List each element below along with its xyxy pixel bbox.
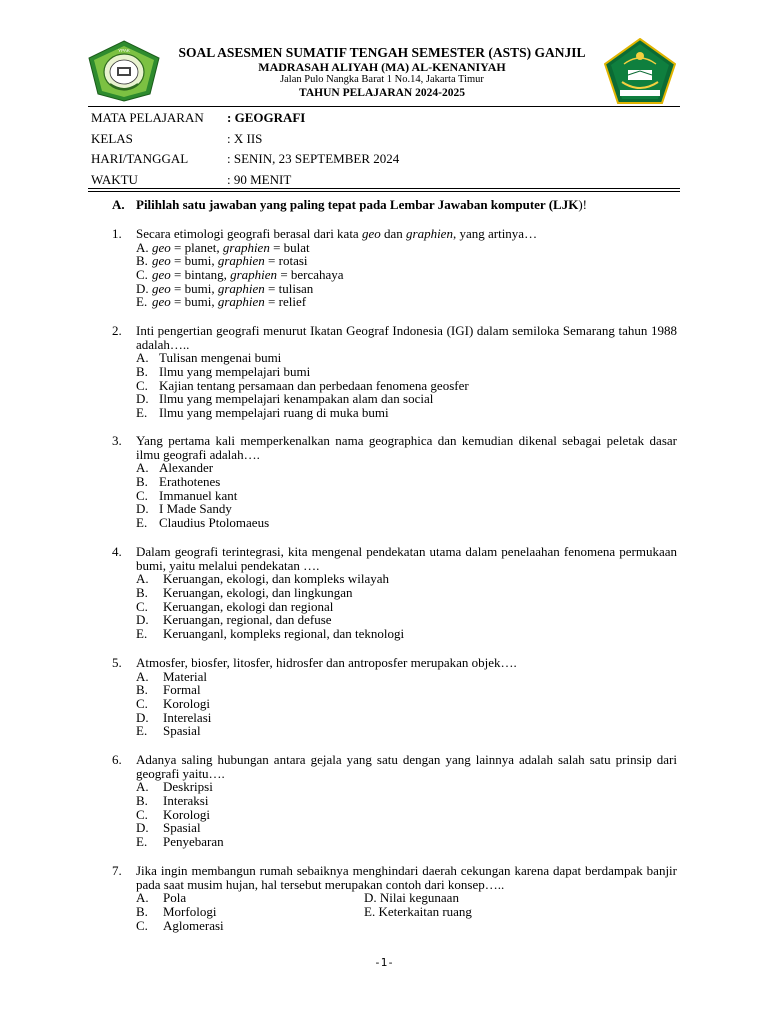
option: E. geo = bumi, graphien = relief — [136, 294, 307, 310]
option: A. geo = planet, graphien = bulat — [136, 239, 310, 255]
option-row — [136, 891, 677, 905]
option: B. Ilmu yang mempelajari bumi — [136, 364, 311, 380]
question-number: 3. — [112, 433, 122, 448]
school-address: Jalan Pulo Nangka Barat 1 No.14, Jakarta Timur — [280, 74, 484, 85]
school-name: MADRASAH ALIYAH (MA) AL-KENANIYAH — [258, 60, 506, 74]
question-number: 6. — [112, 752, 122, 767]
info-divider-double — [88, 191, 680, 192]
option: D. Interelasi — [136, 709, 212, 725]
info-label: KELAS — [91, 131, 133, 146]
question-number: 4. — [112, 544, 122, 559]
exam-header — [0, 0, 768, 108]
school-crest-logo — [88, 40, 160, 102]
question-number: 1. — [112, 226, 122, 241]
info-row-class — [91, 130, 681, 148]
info-label: HARI/TANGGAL — [91, 151, 189, 166]
info-label: MATA PELAJARAN — [91, 110, 204, 125]
info-row-time — [91, 171, 681, 189]
option: D. Spasial — [136, 820, 201, 836]
info-value: : 90 MENIT — [227, 172, 292, 187]
option: D. Nilai kegunaan — [364, 890, 459, 906]
exam-title: SOAL ASESMEN SUMATIF TENGAH SEMESTER (ASTS) GANJIL — [178, 45, 586, 60]
question-3 — [112, 434, 677, 530]
option: D. Ilmu yang mempelajari kenampakan alam dan social — [136, 391, 434, 407]
info-row-subject — [91, 109, 681, 127]
option: D. geo = bumi, graphien = tulisan — [136, 280, 314, 296]
option: B. Morfologi — [136, 904, 217, 920]
option: C. Kajian tentang persamaan dan perbedaan fenomena geosfer — [136, 377, 469, 393]
question-6 — [112, 753, 677, 849]
option: C. Keruangan, ekologi dan regional — [136, 598, 334, 614]
question-4 — [112, 545, 677, 641]
option: B. geo = bumi, graphien = rotasi — [136, 253, 308, 269]
question-7 — [112, 864, 677, 932]
option-row — [136, 919, 677, 933]
option: E. Keterkaitan ruang — [364, 904, 472, 920]
option: B. Interaksi — [136, 793, 209, 809]
info-label: WAKTU — [91, 172, 138, 187]
option: C. geo = bintang, graphien = bercahaya — [136, 267, 344, 283]
option: E. Penyebaran — [136, 834, 224, 850]
question-stem: Inti pengertian geografi menurut Ikatan Geograf Indonesia (IGI) dalam semiloka Semarang tahun 1988 adalah….. — [136, 323, 677, 352]
option: B. Formal — [136, 682, 201, 698]
option: B. Erathotenes — [136, 474, 221, 490]
academic-year: TAHUN PELAJARAN 2024-2025 — [299, 87, 465, 99]
option: E. Ilmu yang mempelajari ruang di muka bumi — [136, 405, 389, 421]
question-stem: Adanya saling hubungan antara gejala yang satu dengan yang lainnya adalah salah satu prinsip dari geografi yaitu…. — [136, 752, 677, 781]
option: E. Spasial — [136, 723, 201, 739]
question-number: 2. — [112, 323, 122, 338]
option: C. Korologi — [136, 806, 210, 822]
option: D. I Made Sandy — [136, 501, 232, 517]
option: A. Tulisan mengenai bumi — [136, 350, 282, 366]
svg-text:YPAK: YPAK — [118, 48, 130, 53]
option: A. Alexander — [136, 460, 214, 476]
question-number: 7. — [112, 863, 122, 878]
page-number: -1- — [374, 956, 394, 969]
option: C. Immanuel kant — [136, 487, 238, 503]
option: C. Korologi — [136, 696, 210, 712]
question-stem: Secara etimologi geografi berasal dari kata geo dan graphien, yang artinya… — [136, 226, 538, 241]
option: A. Pola — [136, 890, 187, 906]
option: A. Material — [136, 668, 208, 684]
option-row — [136, 905, 677, 919]
info-divider — [88, 188, 680, 189]
option: A. Keruangan, ekologi, dan kompleks wilayah — [136, 571, 389, 587]
info-value: : GEOGRAFI — [227, 110, 306, 125]
question-2 — [112, 324, 677, 420]
option: A. Deskripsi — [136, 779, 213, 795]
section-instruction: A. Pilihlah satu jawaban yang paling tepat pada Lembar Jawaban komputer (LJK)! — [112, 197, 587, 212]
question-1 — [112, 227, 677, 309]
option: D. Keruangan, regional, dan defuse — [136, 612, 332, 628]
question-stem: Atmosfer, biosfer, litosfer, hidrosfer dan antroposfer merupakan objek…. — [136, 655, 517, 670]
option: C. Aglomerasi — [136, 917, 224, 933]
option: E. Keruanganl, kompleks regional, dan teknologi — [136, 626, 405, 642]
kemenag-logo — [604, 38, 676, 104]
info-value: : X IIS — [227, 131, 263, 146]
question-stem: Yang pertama kali memperkenalkan nama geographica dan kemudian dikenal sebagai peletak dasar ilmu geografi adalah…. — [136, 433, 677, 462]
info-row-date — [91, 150, 681, 168]
question-5 — [112, 656, 677, 738]
info-value: : SENIN, 23 SEPTEMBER 2024 — [227, 151, 400, 166]
option: E. Claudius Ptolomaeus — [136, 515, 270, 531]
question-stem: Jika ingin membangun rumah sebaiknya menghindari daerah cekungan karena dapat berdampak banjir pada saat musim hujan, hal tersebut merupakan contoh dari konsep….. — [136, 863, 677, 892]
option: B. Keruangan, ekologi, dan lingkungan — [136, 585, 353, 601]
question-number: 5. — [112, 655, 122, 670]
question-stem: Dalam geografi terintegrasi, kita mengenal pendekatan utama dalam penelaahan fenomena permukaan bumi, yaitu melalui pendekatan …. — [136, 544, 677, 573]
header-divider — [88, 106, 680, 107]
